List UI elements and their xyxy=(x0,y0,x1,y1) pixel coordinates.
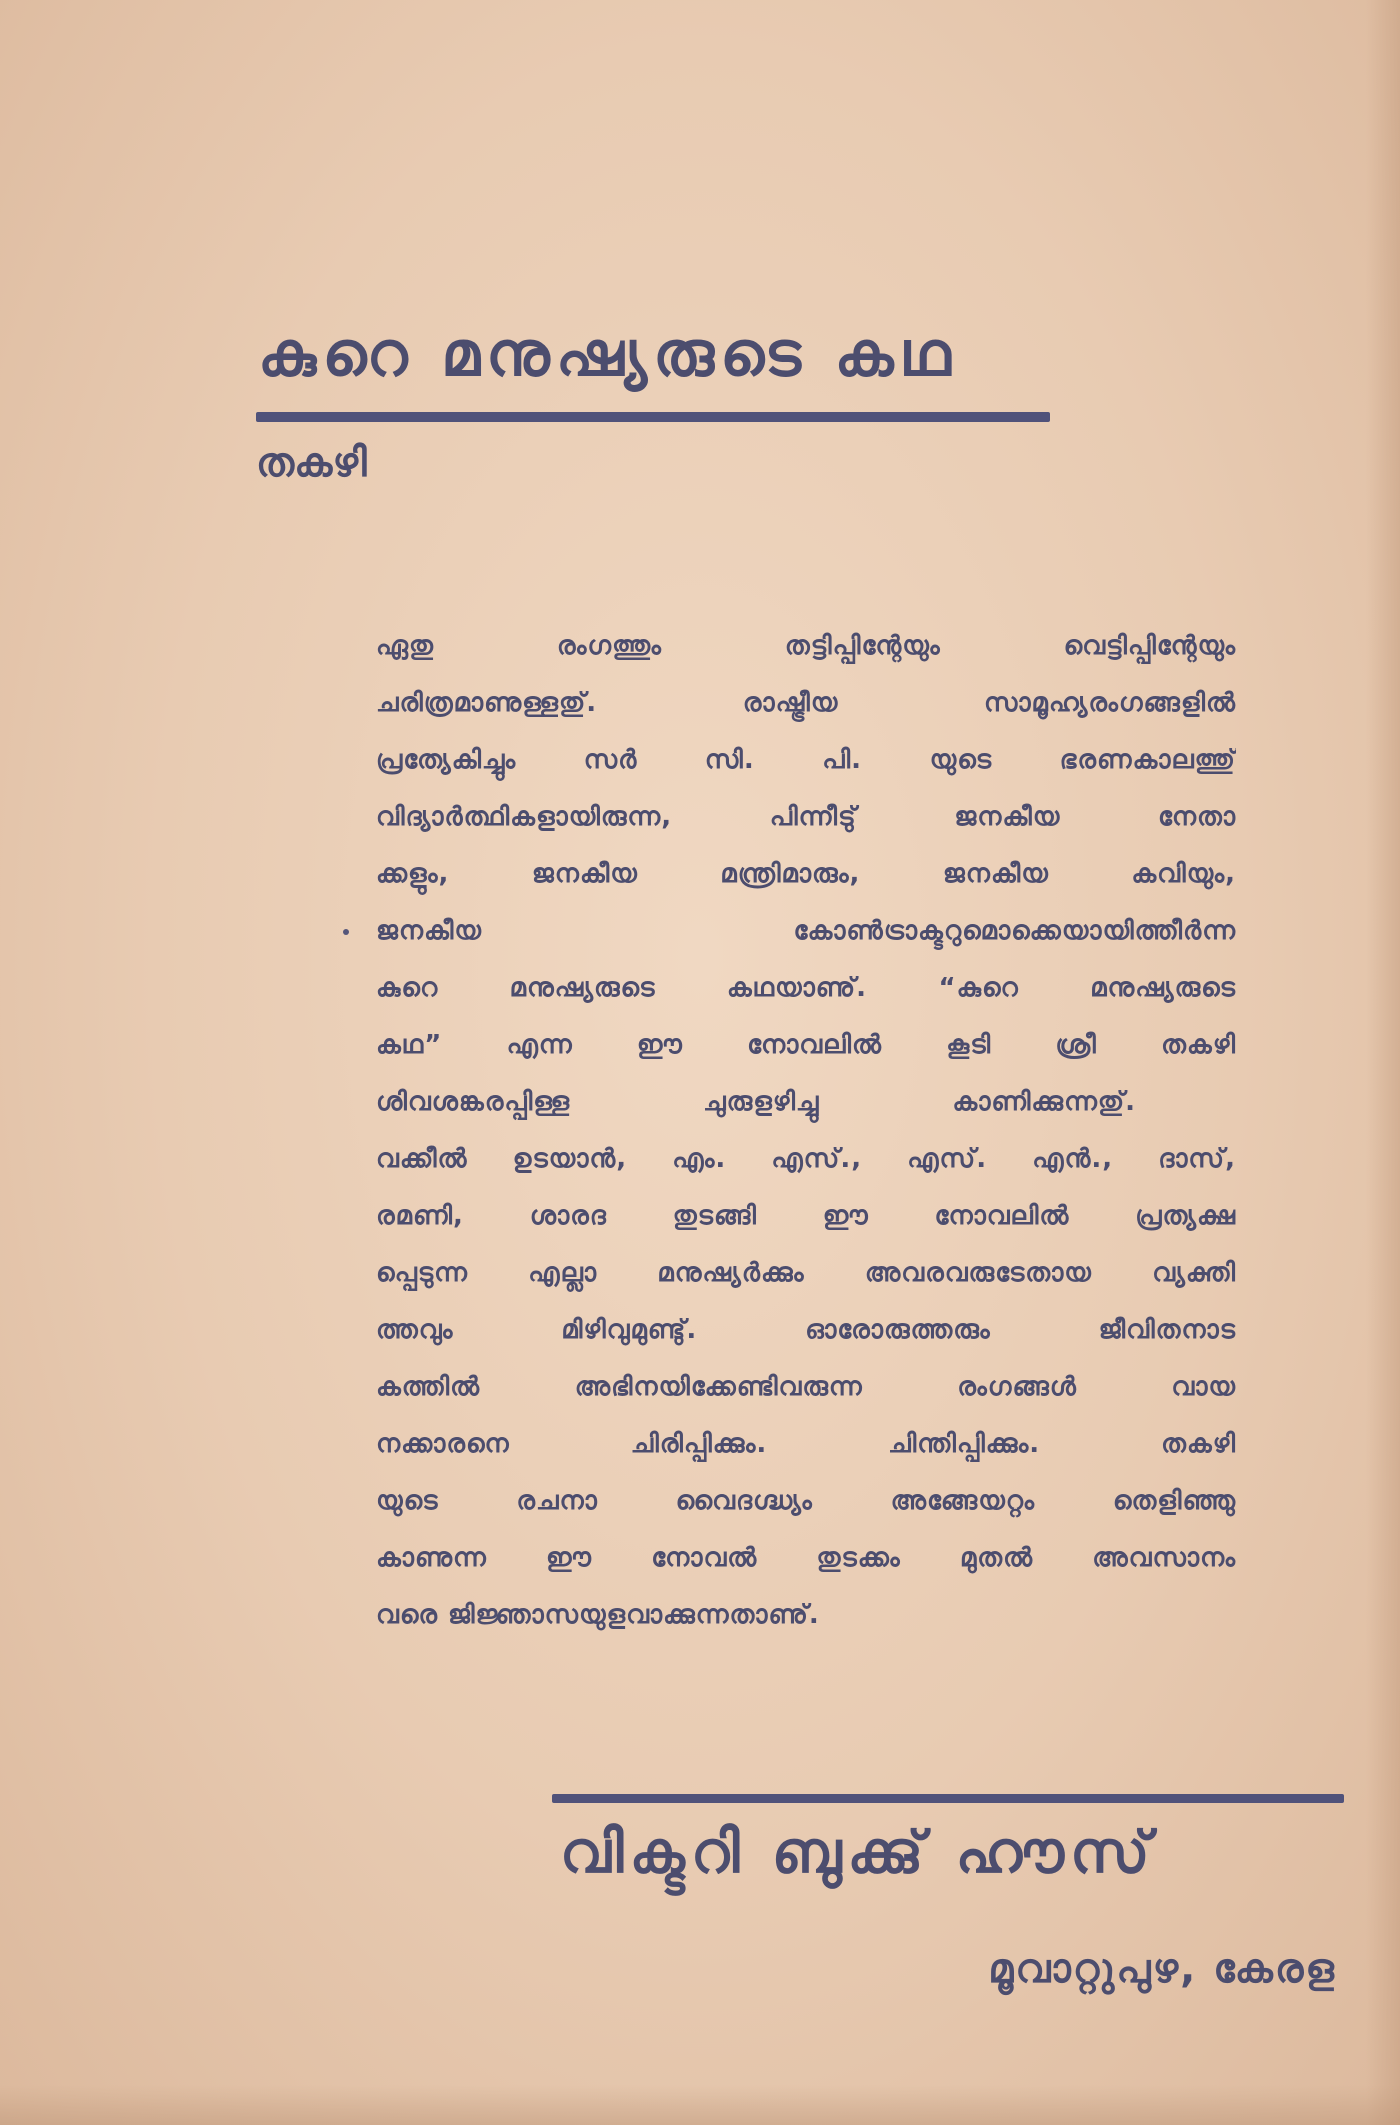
blurb-line: വിദ്യാർത്ഥികളായിരുന്ന, പിന്നീടു് ജനകീയ നേതാ xyxy=(376,802,1236,832)
blurb-line: കാണുന്ന ഈ നോവൽ തുടക്കം മുതൽ അവസാനം xyxy=(376,1543,1236,1573)
title-underline-rule xyxy=(256,412,1050,422)
paper-edge-shadow-right xyxy=(1366,0,1400,2125)
blurb-line: ജനകീയ കോൺട്രാക്ടറുമൊക്കെയായിത്തീർന്ന xyxy=(376,916,1236,946)
blurb-line: കുറെ മനുഷ്യരുടെ കഥയാണു്. “കുറെ മനുഷ്യരുടെ xyxy=(376,973,1236,1003)
blurb-line: പ്രത്യേകിച്ചും സർ സി. പി. യുടെ ഭരണകാലത്തു് xyxy=(376,745,1236,775)
blurb-line: വക്കീൽ ഉടയാൻ, എം. എസ്., എസ്. എൻ., ദാസ്, xyxy=(376,1144,1236,1174)
paper-edge-shadow-bottom xyxy=(0,2085,1400,2125)
blurb-line: രമണി, ശാരദ തുടങ്ങി ഈ നോവലിൽ പ്രത്യക്ഷ xyxy=(376,1201,1236,1231)
publisher-rule xyxy=(552,1794,1344,1803)
blurb-line: യുടെ രചനാ വൈദഗ്ദ്ധ്യം അങ്ങേയറ്റം തെളിഞ്ഞു xyxy=(376,1486,1236,1516)
blurb-line: കത്തിൽ അഭിനയിക്കേണ്ടിവരുന്ന രംഗങ്ങൾ വായ xyxy=(376,1372,1236,1402)
publisher-name: വിക്ടറി ബുക്കു് ഹൗസ് xyxy=(560,1818,1156,1886)
blurb-line: ചരിത്രമാണുള്ളതു്. രാഷ്ട്രീയ സാമൂഹ്യരംഗങ്ങളിൽ xyxy=(376,688,1236,718)
blurb-line: ക്കളും, ജനകീയ മന്ത്രിമാരും, ജനകീയ കവിയും, xyxy=(376,859,1236,889)
blurb-line: കഥ” എന്ന ഈ നോവലിൽ കൂടി ശ്രീ തകഴി xyxy=(376,1030,1236,1060)
author-name: തകഴി xyxy=(256,440,367,486)
blurb-line: ത്തവും മിഴിവുമുണ്ടു്. ഓരോരുത്തരും ജീവിതനാട xyxy=(376,1315,1236,1345)
blurb-paragraph xyxy=(376,618,1236,1644)
blurb-line: വരെ ജിജ്ഞാസയുളവാക്കുന്നതാണു്. xyxy=(376,1600,820,1630)
blurb-line: പ്പെടുന്ന എല്ലാ മനുഷ്യർക്കും അവരവരുടേതായ വ്യക്തി xyxy=(376,1258,1236,1288)
book-title: കുറെ മനുഷ്യരുടെ കഥ xyxy=(258,317,957,390)
blurb-line: ശിവശങ്കരപ്പിള്ള ചുരുളഴിച്ചു കാണിക്കുന്നതു്. xyxy=(376,1087,1136,1117)
ink-speck xyxy=(343,929,349,935)
blurb-line: ഏതു രംഗത്തും തട്ടിപ്പിന്റേയും വെട്ടിപ്പിന്റേയും xyxy=(376,631,1236,661)
blurb-line: നക്കാരനെ ചിരിപ്പിക്കും. ചിന്തിപ്പിക്കും. തകഴി xyxy=(376,1429,1236,1459)
publisher-place: മൂവാറ്റുപുഴ, കേരള xyxy=(988,1946,1336,1992)
